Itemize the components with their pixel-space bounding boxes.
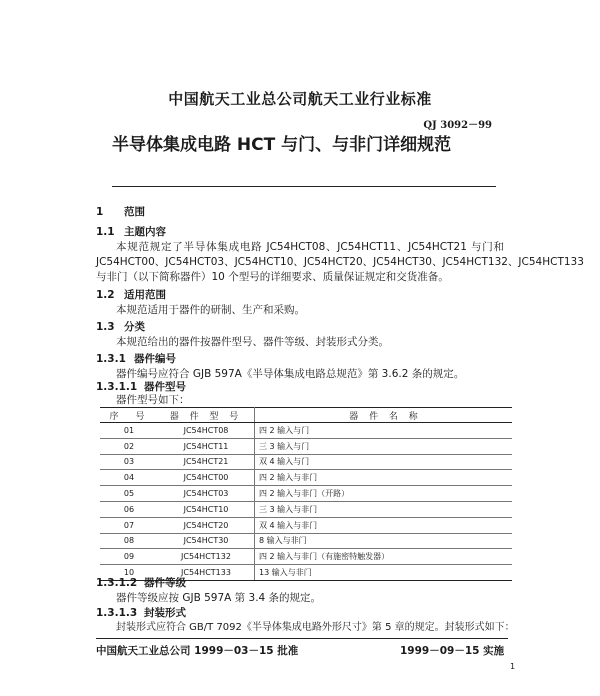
section-1-1-line-1: 本规范规定了半导体集成电路 JC54HCT08、JC54HCT11、JC54HCT21 与门和 bbox=[116, 241, 504, 253]
device-type-table bbox=[100, 407, 512, 581]
cell-device-name: 四 2 输入与非门（有施密特触发器） bbox=[255, 549, 513, 565]
section-1-3-1-3-heading: 1.3.1.3 封装形式 bbox=[96, 607, 186, 619]
table-row bbox=[100, 501, 512, 517]
section-1-3-1-1-heading: 1.3.1.1 器件型号 bbox=[96, 381, 186, 393]
cell-device-name: 四 2 输入与非门（开路） bbox=[255, 486, 513, 502]
cell-device-type: JC54HCT08 bbox=[158, 423, 255, 439]
header-device-name: 器 件 名 称 bbox=[255, 408, 513, 423]
cell-device-type: JC54HCT21 bbox=[158, 454, 255, 470]
title-rule bbox=[112, 186, 496, 187]
cell-serial: 04 bbox=[100, 470, 158, 486]
approval-date: 中国航天工业总公司 1999－03－15 批准 bbox=[96, 645, 299, 657]
section-1-3-1-2-heading: 1.3.1.2 器件等级 bbox=[96, 577, 186, 589]
section-1-1-line-2: JC54HCT00、JC54HCT03、JC54HCT10、JC54HCT20、JC54HCT30、JC54HCT132、JC54HCT133 bbox=[96, 256, 584, 268]
cell-device-type: JC54HCT20 bbox=[158, 517, 255, 533]
header-serial: 序 号 bbox=[100, 408, 158, 423]
cell-serial: 08 bbox=[100, 533, 158, 549]
cell-device-name: 13 输入与非门 bbox=[255, 565, 513, 581]
cell-device-name: 三 3 输入与非门 bbox=[255, 501, 513, 517]
implementation-date: 1999－09－15 实施 bbox=[400, 645, 505, 657]
issuing-organization: 中国航天工业总公司航天工业行业标准 bbox=[168, 90, 432, 108]
page-number: 1 bbox=[510, 662, 516, 671]
cell-device-type: JC54HCT03 bbox=[158, 486, 255, 502]
table-header-row bbox=[100, 408, 512, 423]
section-1-3-1-3-text: 封装形式应符合 GB/T 7092《半导体集成电路外形尺寸》第 5 章的规定。封装形式如下： bbox=[116, 622, 515, 633]
section-1-1-heading: 1.1 主题内容 bbox=[96, 226, 166, 238]
cell-serial: 03 bbox=[100, 454, 158, 470]
section-1-3-text: 本规范给出的器件按器件型号、器件等级、封装形式分类。 bbox=[116, 336, 389, 348]
cell-device-name: 四 2 输入与非门 bbox=[255, 470, 513, 486]
header-device-type: 器 件 型 号 bbox=[158, 408, 255, 423]
section-1-heading: 1 范围 bbox=[96, 206, 145, 218]
table-row bbox=[100, 549, 512, 565]
cell-serial: 05 bbox=[100, 486, 158, 502]
cell-device-name: 双 4 输入与门 bbox=[255, 454, 513, 470]
section-1-3-1-2-text: 器件等级应按 GJB 597A 第 3.4 条的规定。 bbox=[116, 592, 322, 604]
standard-number: QJ 3092－99 bbox=[423, 120, 492, 131]
section-1-3-1-1-text: 器件型号如下： bbox=[116, 394, 190, 406]
table-row bbox=[100, 454, 512, 470]
cell-serial: 06 bbox=[100, 501, 158, 517]
section-1-3-1-heading: 1.3.1 器件编号 bbox=[96, 353, 176, 365]
cell-device-type: JC54HCT133 bbox=[158, 565, 255, 581]
document-title: 半导体集成电路 HCT 与门、与非门详细规范 bbox=[112, 135, 452, 155]
table-row bbox=[100, 438, 512, 454]
section-1-3-heading: 1.3 分类 bbox=[96, 321, 145, 333]
section-1-1-line-3: 与非门（以下简称器件）10 个型号的详细要求、质量保证规定和交货准备。 bbox=[96, 271, 449, 283]
table-row bbox=[100, 533, 512, 549]
cell-device-type: JC54HCT10 bbox=[158, 501, 255, 517]
section-1-2-heading: 1.2 适用范围 bbox=[96, 289, 166, 301]
table-row bbox=[100, 470, 512, 486]
section-1-3-1-text: 器件编号应符合 GJB 597A《半导体集成电路总规范》第 3.6.2 条的规定。 bbox=[116, 368, 465, 380]
footer-rule bbox=[96, 638, 508, 639]
table-row bbox=[100, 423, 512, 439]
cell-serial: 10 bbox=[100, 565, 158, 581]
cell-device-type: JC54HCT30 bbox=[158, 533, 255, 549]
cell-device-name: 三 3 输入与门 bbox=[255, 438, 513, 454]
cell-serial: 02 bbox=[100, 438, 158, 454]
cell-device-type: JC54HCT132 bbox=[158, 549, 255, 565]
table-row bbox=[100, 486, 512, 502]
cell-device-name: 双 4 输入与非门 bbox=[255, 517, 513, 533]
table-row bbox=[100, 517, 512, 533]
cell-device-type: JC54HCT11 bbox=[158, 438, 255, 454]
cell-device-name: 四 2 输入与门 bbox=[255, 423, 513, 439]
section-1-2-text: 本规范适用于器件的研制、生产和采购。 bbox=[116, 304, 305, 316]
cell-serial: 09 bbox=[100, 549, 158, 565]
cell-serial: 01 bbox=[100, 423, 158, 439]
cell-device-name: 8 输入与非门 bbox=[255, 533, 513, 549]
cell-serial: 07 bbox=[100, 517, 158, 533]
cell-device-type: JC54HCT00 bbox=[158, 470, 255, 486]
